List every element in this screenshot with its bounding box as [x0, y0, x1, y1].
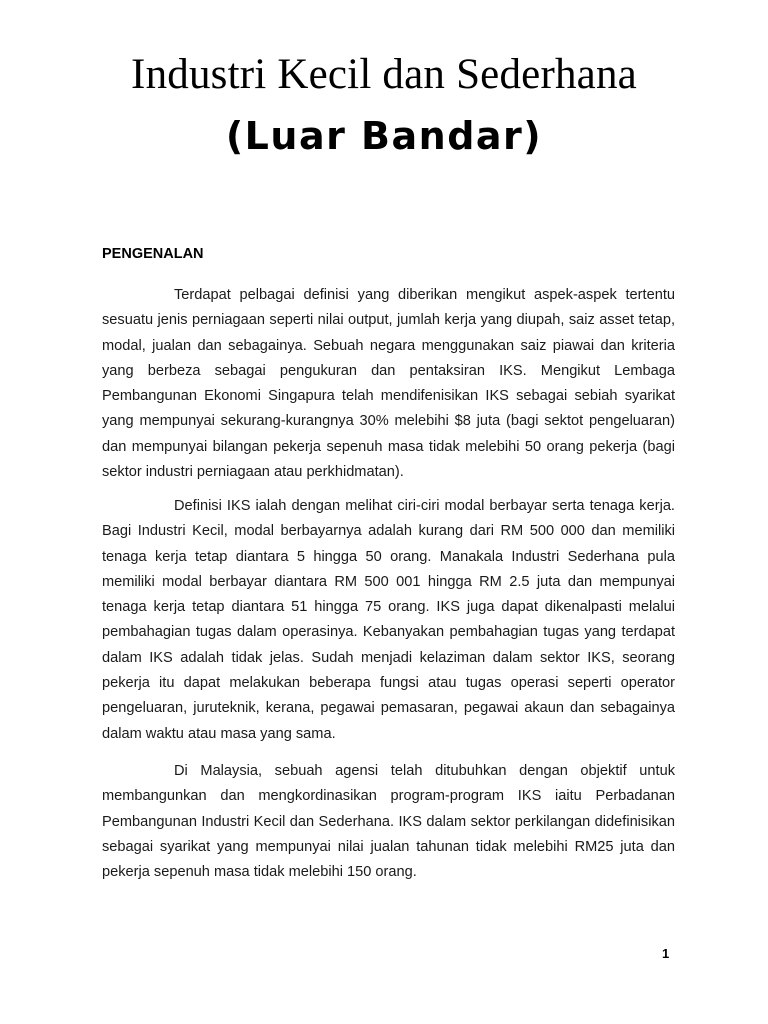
paragraph-3-text: Di Malaysia, sebuah agensi telah ditubuhkan dengan objektif untuk membangunkan dan mengkordinasikan program-program IKS iaitu Perbadanan Pembangunan Industri Kecil dan Sederhana. IKS dalam sektor perkilangan didefinisikan sebagai syarikat yang mempunyai nilai jualan tahunan tidak melebihi RM25 juta dan pekerja sepenuh masa tidak melebihi 150 orang.	[102, 763, 675, 881]
paragraph-2-text: Definisi IKS ialah dengan melihat ciri-ciri modal berbayar serta tenaga kerja. Bagi Industri Kecil, modal berbayarnya adalah kurang dari RM 500 000 dan memiliki tenaga kerja tetap diantara 5 hingga 50 orang. Manakala Industri Sederhana pula memiliki modal berbayar diantara RM 500 001 hingga RM 2.5 juta dan mempunyai tenaga kerja tetap diantara 51 hingga 75 orang. IKS juga dapat dikenalpasti melalui pembahagian tugas dalam operasinya. Kebanyakan pembahagian tugas yang terdapat dalam IKS adalah tidak jelas. Sudah menjadi kelaziman dalam sektor IKS, seorang pekerja itu dapat melakukan beberapa fungsi atau tugas operasi seperti operator pengeluaran, juruteknik, kerana, pegawai pemasaran, pegawai akaun dan sebagainya dalam waktu atau masa yang sama.	[102, 498, 675, 742]
paragraph-2	[102, 494, 675, 747]
document-subtitle: (Luar Bandar)	[225, 114, 543, 158]
section-heading: PENGENALAN	[102, 246, 204, 262]
paragraph-3	[102, 759, 675, 885]
paragraph-1-text: Terdapat pelbagai definisi yang diberikan mengikut aspek-aspek tertentu sesuatu jenis perniagaan seperti nilai output, jumlah kerja yang diupah, saiz asset tetap, modal, jualan dan sebagainya. Sebuah negara menggunakan saiz piawai dan kriteria yang berbeza sebagai pengukuran dan pentaksiran IKS. Mengikut Lembaga Pembangunan Ekonomi Singapura telah mendifenisikan IKS sebagai sebiah syarikat yang mempunyai sekurang-kurangnya 30% melebihi $8 juta (bagi sektot pengeluaran) dan mempunyai bilangan pekerja sepenuh masa tidak melebihi 50 orang pekerja (bagi sektor industri perniagaan atau perkhidmatan).	[102, 287, 675, 481]
document-title: Industri Kecil dan Sederhana	[131, 51, 637, 98]
page-number: 1	[662, 946, 670, 961]
paragraph-1	[102, 283, 675, 485]
